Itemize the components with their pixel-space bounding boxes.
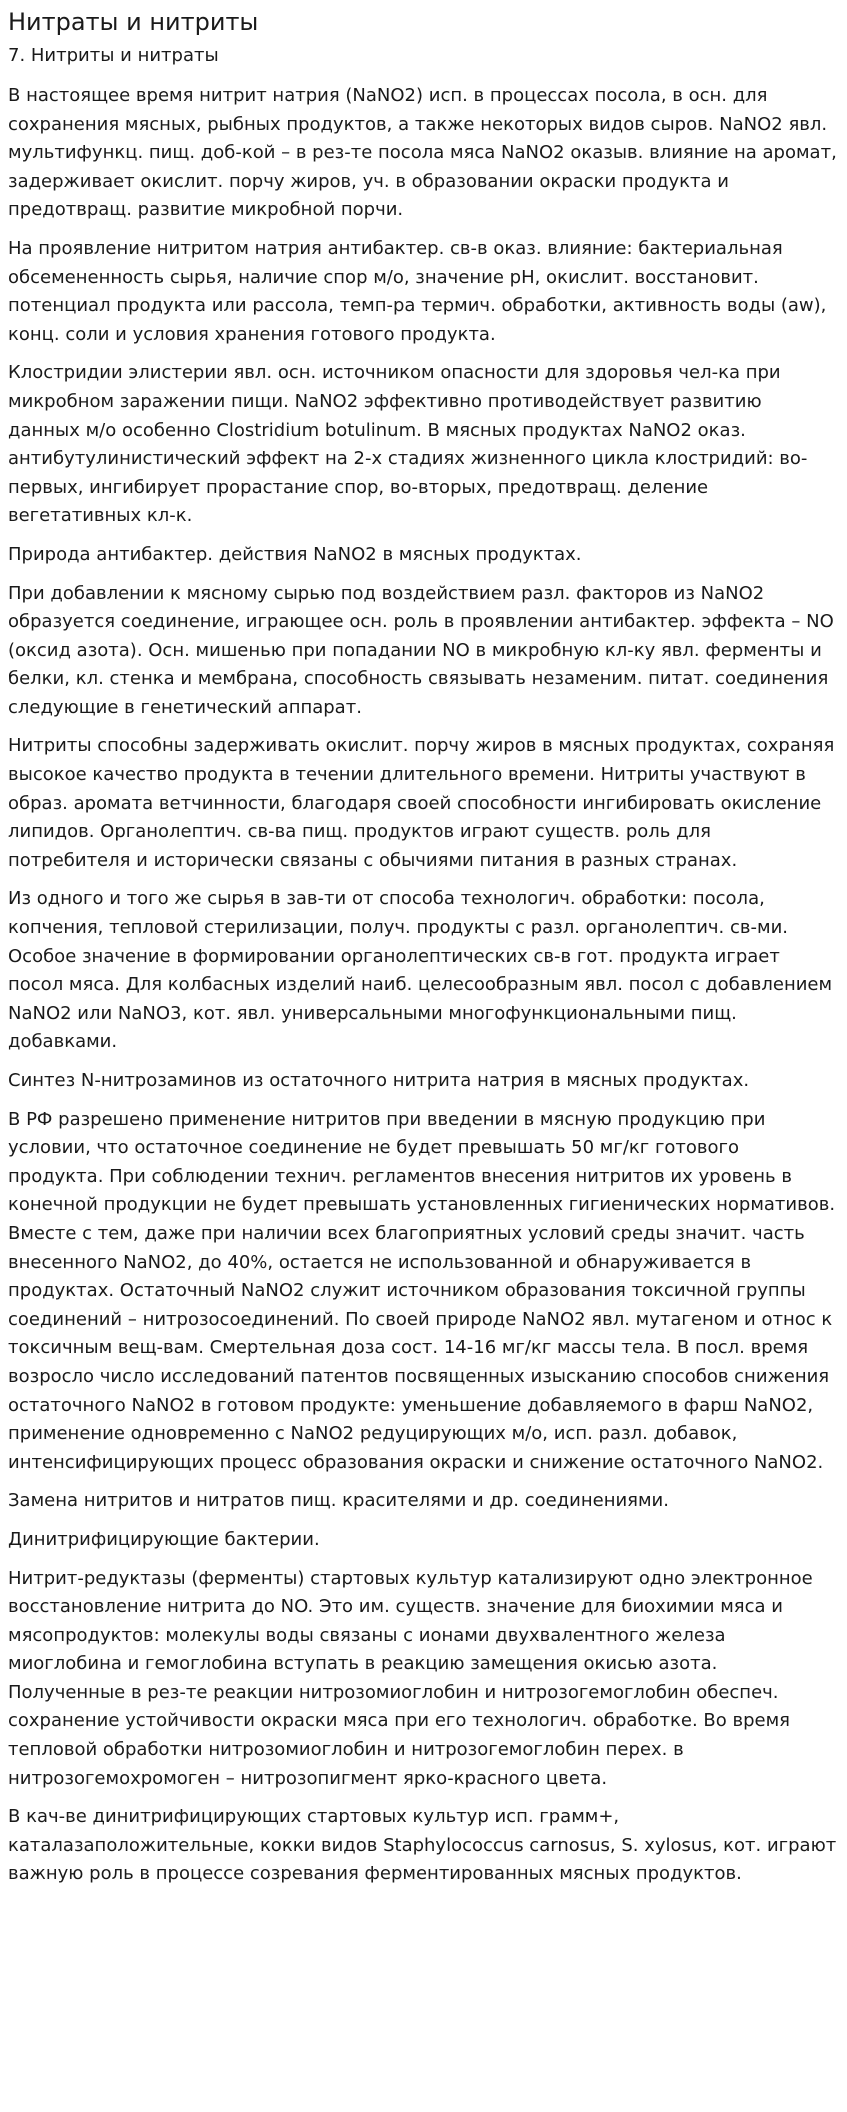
paragraph-13: В кач-ве динитрифицирующих стартовых культур исп. грамм+, каталазаположительные, кокки видов Staphylococcus carnosus, S. xylosus, кот. играют важную роль в процессе созревания ферментированных мясных продуктов. [8, 1806, 837, 1885]
page-title: Нитраты и нитриты [8, 8, 259, 36]
paragraph-11: Динитрифицирующие бактерии. [8, 1528, 320, 1550]
paragraph-6: Нитриты способны задерживать окислит. порчу жиров в мясных продуктах, сохраняя высокое качество продукта в течении длительного времени. Нитриты участвуют в образ. аромата ветчинности, благодаря своей способности ингибировать окисление липидов. Органолептич. св-ва пищ. продуктов играют существ. роль для потребителя и исторически связаны с обычиями питания в разных странах. [8, 735, 835, 871]
paragraph-5: При добавлении к мясному сырью под воздействием разл. факторов из NaNO2 образуется соединение, играющее осн. роль в проявлении антибактер. эффекта – NO (оксид азота). Осн. мишенью при попадании NO в микробную кл-ку явл. ферменты и белки, кл. стенка и мембрана, способность связывать незаменим. питат. соединения следующие в генетический аппарат. [8, 582, 834, 718]
section-heading: 7. Нитриты и нитраты [8, 45, 219, 66]
paragraph-1: В настоящее время нитрит натрия (NaNO2) исп. в процессах посола, в осн. для сохранения мясных, рыбных продуктов, а также некоторых видов сыров. NaNO2 явл. мультифункц. пищ. доб-кой – в рез-те посола мяса NaNO2 оказыв. влияние на аромат, задерживает окислит. порчу жиров, уч. в образовании окраски продукта и предотвращ. развитие микробной порчи. [8, 85, 837, 221]
paragraph-12: Нитрит-редуктазы (ферменты) стартовых культур катализируют одно электронное восстановление нитрита до NO. Это им. существ. значение для биохимии мяса и мясопродуктов: молекулы воды связаны с ионами двухвалентного железа миоглобина и гемоглобина вступать в реакцию замещения окисью азота. Полученные в рез-те реакции нитрозомиоглобин и нитрозогемоглобин обеспеч. сохранение устойчивости окраски мяса при его технологич. обработке. Во время тепловой обработки нитрозомиоглобин и нитрозогемоглобин перех. в нитрозогемохромоген – нитрозопигмент ярко-красного цвета. [8, 1567, 813, 1789]
paragraph-9: В РФ разрешено применение нитритов при введении в мясную продукцию при условии, что остаточное соединение не будет превышать 50 мг/кг готового продукта. При соблюдении технич. регламентов внесения нитритов их уровень в конечной продукции не будет превышать установленных гигиенических нормативов. Вместе с тем, даже при наличии всех благоприятных условий среды значит. часть внесенного NaNO2, до 40%, остается не использованной и обнаруживается в продуктах. Остаточный NaNO2 служит источником образования токсичной группы соединений – нитрозосоединений. По своей природе NaNO2 явл. мутагеном и относ к токсичным вещ-вам. Смертельная доза сост. 14-16 мг/кг массы тела. В посл. время возросло число исследований патентов посвященных изысканию способов снижения остаточного NaNO2 в готовом продукте: уменьшение добавляемого в фарш NaNO2, применение одновременно с NaNO2 редуцирующих м/о, исп. разл. добавок, интенсифицирующих процесс образования окраски и снижение остаточного NaNO2. [8, 1108, 836, 1473]
paragraph-8: Синтез N-нитрозаминов из остаточного нитрита натрия в мясных продуктах. [8, 1070, 750, 1091]
paragraph-4: Природа антибактер. действия NaNO2 в мясных продуктах. [8, 543, 582, 565]
paragraph-10: Замена нитритов и нитратов пищ. красителями и др. соединениями. [8, 1490, 669, 1512]
paragraph-3: Клостридии элистерии явл. осн. источником опасности для здоровья чел-ка при микробном заражении пищи. NaNO2 эффективно противодействует развитию данных м/о особенно Clostridium botulinum. В мясных продуктах NaNO2 оказ. антибутулинистический эффект на 2-х стадиях жизненного цикла клостридий: во-первых, ингибирует прорастание спор, во-вторых, предотвращ. деление вегетативных кл-к. [8, 362, 808, 527]
paragraph-2: На проявление нитритом натрия антибактер. св-в оказ. влияние: бактериальная обсемененность сырья, наличие спор м/о, значение pH, окислит. восстановит. потенциал продукта или рассола, темп-ра термич. обработки, активность воды (aw), конц. соли и условия хранения готового продукта. [8, 237, 827, 345]
paragraph-7: Из одного и того же сырья в зав-ти от способа технологич. обработки: посола, копчения, тепловой стерилизации, получ. продукты с разл. органолептич. св-ми. Особое значение в формировании органолептических св-в гот. продукта играет посол мяса. Для колбасных изделий наиб. целесообразным явл. посол с добавлением NaNO2 или NaNO3, кот. явл. универсальными многофункциональными пищ. добавками. [8, 888, 833, 1053]
